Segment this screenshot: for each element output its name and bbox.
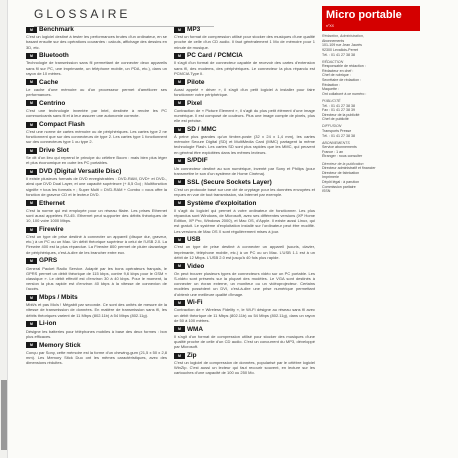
magazine-logo: Micro portable: [322, 6, 420, 24]
glossary-definition: C'est un logiciel de compression de données, popularisé par le célèbre logiciel WinZip. C'est aussi un lecteur qui faut recourir souvent, en lecture sur les cartouches d'une capacité de 100 ou 250 Mo.: [174, 360, 315, 376]
glossary-entry: [174, 352, 315, 376]
glossary-definition: Il s'agit d'un format de compression utilisé pour stocker des musiques d'une qualité proche de celle d'un CD audio. C'est un concurrent du MP3, développé par Microsoft.: [174, 333, 315, 350]
imprint-line: Chef de publicité: [322, 117, 349, 122]
glossary-term-label: Système d'exploitation: [187, 199, 257, 207]
glossary-term: [174, 79, 315, 87]
glossary-term-label: Benchmark: [39, 26, 74, 33]
term-marker-icon: M: [174, 27, 185, 33]
page-edge-strip: [0, 0, 8, 458]
glossary-entry: [26, 79, 167, 98]
glossary-entry: [174, 299, 315, 323]
term-marker-icon: M: [26, 295, 37, 301]
term-marker-icon: M: [174, 326, 185, 332]
imprint-line: Commission paritaire: [322, 184, 356, 189]
term-marker-icon: M: [174, 353, 185, 359]
glossary-term: [174, 100, 315, 108]
imprint-line: 101-109 rue Jean Jaurès: [322, 43, 362, 48]
term-marker-icon: M: [174, 237, 185, 243]
glossary-term-label: Ethernet: [39, 199, 65, 207]
glossary-term: [26, 257, 167, 265]
term-marker-icon: M: [174, 100, 185, 106]
glossary-definition: Le cache d'une mémoire ou d'un processeur permet d'améliorer ses performances.: [26, 86, 167, 97]
glossary-entry: [26, 320, 167, 339]
term-marker-icon: M: [26, 53, 37, 59]
glossary-term: [26, 294, 167, 302]
glossary-term-label: Drive Slot: [39, 147, 69, 155]
term-marker-icon: M: [26, 169, 37, 175]
imprint-line: Tél. : 01 41 27 38 38: [322, 133, 355, 138]
imprint-line: Imprimerie: [322, 175, 339, 180]
glossary-term-label: Compact Flash: [39, 120, 85, 128]
glossary-term-label: Cache: [39, 78, 59, 86]
glossary-term: [26, 79, 167, 87]
glossary-entry: [26, 257, 167, 291]
glossary-definition: Il s'agit d'un format de connecteur capable de recevoir des cartes d'extension sans fil, des modems, des périphériques. Le connecteur la plus répandu est PCMCIA Type II.: [174, 60, 315, 76]
glossary-term-label: DVD (Digital Versatile Disc): [39, 168, 122, 176]
imprint-line: Tél. : 01 41 27 38 38: [322, 52, 355, 57]
glossary-entry: [26, 52, 167, 76]
glossary-term-label: Mbps / Mbits: [39, 294, 78, 302]
term-marker-icon: M: [26, 227, 37, 233]
glossary-term: [26, 100, 167, 108]
glossary-definition: C'est un logiciel destiné à tester les performances brutes d'un ordinateur, en se basant ensuite sur des opérations courantes : calculs, affichage des dessins en 3D, etc.: [26, 34, 167, 50]
glossary-term-label: Pixel: [187, 99, 202, 107]
glossary-term-label: S/PDIF: [187, 157, 208, 165]
glossary-term-label: GPRS: [39, 257, 58, 265]
glossary-definition: Contraction de « Wireless Fidelity », le Wi-Fi désigne au réseau sans fil avec un débit théorique de 11 Mbps (802.11b) ou 54 Mbps (802.11g), dans un rayon de 50 à 100 mètres.: [174, 307, 315, 323]
glossary-entry: [174, 179, 315, 198]
glossary-term-label: MP3: [187, 26, 201, 33]
imprint-line: Chef de rubrique :: [322, 73, 351, 78]
glossary-term-label: Bluetooth: [39, 52, 69, 60]
glossary-definition: C'est un type de prise destiné à connecter un appareil (souris, clavier, imprimante, téléphone mobile, etc.) à un PC ou un Mac. L'USB 1.1 est à un débit de 12 Mbps. L'USB 2.0 est jusqu'à 40 fois plus rapide.: [174, 244, 315, 260]
glossary-definition: On peut trouver plusieurs types de connecteurs vidéo sur un PC portable. Les S-vidéo sont présents sur la plupart des modèles. Le VGA sont destinés à connecter un écran externe, un moniteur ou un vidéoprojecteur. Certains modèles possèdent un DVI, c'est-à-dire une prise numérique permettant d'obtenir une meilleure qualité d'image.: [174, 270, 315, 297]
imprint-line: Directeur de fabrication: [322, 170, 360, 175]
imprint-column: [322, 6, 450, 196]
glossary-definition: Désigne les batteries pour téléphones mobiles à base des deux formes : bon plus efficaces.: [26, 328, 167, 339]
glossary-term-label: Pilote: [187, 78, 205, 86]
glossary-entry: [174, 236, 315, 260]
imprint-line: Rédacteur en chef :: [322, 68, 354, 73]
glossary-definition: Conçu par Sony, cette mémoire est la forme d'un chewing-gum (21,5 x 50 x 2,8 mm). Les Memory Stick Duo ont les mêmes caractéristiques, avec des dimensions réduites.: [26, 349, 167, 366]
glossary-definition: Se dit d'un lieu qui reprend le principe du célèbre Boom : mais bien plus léger et plus économique en outre les PC portables.: [26, 155, 167, 166]
imprint-heading: DIFFUSION: [322, 124, 342, 129]
glossary-term: [174, 126, 315, 134]
glossary-term: [174, 263, 315, 271]
term-marker-icon: M: [174, 127, 185, 133]
term-marker-icon: M: [26, 321, 37, 327]
term-marker-icon: M: [26, 258, 37, 264]
term-marker-icon: M: [174, 200, 185, 206]
glossary-term: [26, 52, 167, 60]
glossary-term-label: USB: [187, 236, 201, 244]
term-marker-icon: M: [174, 263, 185, 269]
glossary-entry: [174, 326, 315, 350]
glossary-entry: [174, 52, 315, 76]
glossary-term-label: Wi-Fi: [187, 299, 203, 307]
term-marker-icon: M: [26, 100, 37, 106]
imprint-heading: PUBLICITÉ: [322, 98, 341, 103]
imprint-heading: Rédaction, Administration,: [322, 34, 364, 39]
section-title: GLOSSAIRE: [34, 7, 131, 21]
vertical-folio: [1, 380, 7, 450]
issue-number: n°XX: [322, 24, 420, 31]
glossary-term: [26, 342, 167, 350]
glossary-definition: Mbit/s et pas Mo/s ! Mégabit par seconde. Ce sont des unités de mesure de la vitesse de transmission de données. En matière de transmission sans fil, les débits théoriques varient de 11 Mbps (802.11b) à 54 Mbps (802.11g).: [26, 302, 167, 318]
glossary-entry: [26, 147, 167, 166]
term-marker-icon: M: [174, 179, 185, 185]
imprint-heading: RÉDACTION: [322, 59, 344, 64]
imprint-line: ISSN: [322, 189, 331, 194]
glossary-definition: C'est la norme qui est employée pour un réseau filaire. Les prises Ethernet sont aussi appelées RJ-45. Ethernet peut supporter des débits théoriques de 10, 100 voire 1000 Mbps.: [26, 207, 167, 224]
term-marker-icon: M: [26, 342, 37, 348]
imprint-line: France : 1 an: [322, 149, 344, 154]
glossary-term: [174, 236, 315, 244]
imprint-heading: ABONNEMENTS: [322, 140, 350, 145]
term-marker-icon: M: [26, 27, 37, 33]
imprint-section: [322, 124, 450, 138]
glossary-entry: [174, 200, 315, 234]
glossary-term-label: Zip: [187, 351, 197, 359]
glossary-term: [174, 200, 315, 208]
glossary-entry: [174, 100, 315, 124]
glossary-term: [174, 299, 315, 307]
imprint-line: Directeur de la publicité: [322, 112, 360, 117]
imprint-line: Directeur administratif et financier: [322, 166, 376, 171]
glossary-definition: C'est un format de compression utilisé pour stocker des musiques d'une qualité proche de celle d'un CD audio. Il faut généralement 1 Mo de mémoire pour 1 minute de musique.: [174, 34, 315, 50]
glossary-column-2: [174, 26, 315, 378]
imprint-line: Fax : 01 41 27 38 39: [322, 108, 355, 113]
glossary-entry: [26, 226, 167, 255]
term-marker-icon: M: [174, 158, 185, 164]
glossary-term: [26, 147, 167, 155]
glossary-term-label: Memory Stick: [39, 341, 81, 349]
glossary-term-label: SD / MMC: [187, 125, 217, 133]
glossary-term: [174, 26, 315, 34]
glossary-column-1: [26, 26, 167, 368]
section-header: [34, 7, 214, 27]
glossary-entry: [174, 126, 315, 155]
glossary-entry: [26, 121, 167, 145]
imprint-line: Étranger : nous consulter: [322, 154, 363, 159]
imprint-section: [322, 162, 450, 194]
term-marker-icon: M: [26, 122, 37, 128]
glossary-definition: Il existe plusieurs formats de DVD enregistrables : DVD-RAM, DVD+ et DVD-, ainsi que DVD Dual Layer, et une capacité supérieure (+ 8,5 Go) ; Multifonction signifie « tous les formats » ; Super Multi = DVD-RAM + Combo = vous offre la fonction de graveur CD et le lecteur DVD.: [26, 176, 167, 197]
glossary-entry: [26, 294, 167, 318]
glossary-term-label: Li-ion: [39, 320, 57, 328]
glossary-term: [174, 179, 315, 187]
glossary-entry: [174, 79, 315, 98]
glossary-term-label: Firewire: [39, 225, 64, 233]
imprint-line: Ont collaboré à ce numéro :: [322, 91, 367, 96]
glossary-entry: [26, 100, 167, 119]
term-marker-icon: M: [174, 300, 185, 306]
imprint-block: [322, 34, 450, 194]
glossary-entry: [26, 342, 167, 366]
imprint-section: [322, 99, 450, 122]
imprint-line: Secrétaire de rédaction :: [322, 78, 362, 83]
glossary-term: [26, 26, 167, 34]
glossary-term-label: Centrino: [39, 99, 66, 107]
glossary-term: [26, 320, 167, 328]
glossary-term-label: Video: [187, 262, 205, 270]
imprint-line: Maquette :: [322, 87, 339, 92]
term-marker-icon: M: [26, 148, 37, 154]
imprint-line: Rédaction :: [322, 82, 341, 87]
glossary-term-label: PC Card / PCMCIA: [187, 52, 243, 60]
term-marker-icon: M: [26, 200, 37, 206]
imprint-section: [322, 141, 450, 159]
glossary-term: [26, 226, 167, 234]
glossary-definition: C'est un protocole basé sur une clé de cryptage pour les données envoyées et reçues en vue de tout transmission, via Internet par exemple.: [174, 186, 315, 197]
glossary-definition: C'est un type de prise destiné à connecter un appareil (disque dur, graveur, etc.) à un PC ou un Mac. Un débit théorique supérieur à celui de l'USB 2.0. La Firewire 400 est la plus répandue. La Firewire 800 permet de pluier davantage de périphériques, c'est-à-dire de les brancher entre eux.: [26, 234, 167, 255]
glossary-definition: C'est une norme de cartes mémoire ou de périphériques. Les cartes type 2 ne fonctionnent que sur des connecteurs de type 2. Les cartes type 1 fonctionnent sur des connecteurs type 1 ou type 2.: [26, 128, 167, 145]
glossary-entry: [174, 26, 315, 50]
imprint-line: Transports Presse: [322, 128, 352, 133]
glossary-definition: Un connecteur destiné au son numérique, inventé par Sony et Philips (pour transmettre le son d'un système de Home Cinéma).: [174, 165, 315, 176]
glossary-term: [174, 326, 315, 334]
glossary-term: [26, 121, 167, 129]
imprint-line: 92300 Levallois-Perret: [322, 47, 358, 52]
imprint-line: Dépôt légal : à parution: [322, 179, 360, 184]
imprint-line: Abonnements: [322, 38, 345, 43]
imprint-section: [322, 34, 450, 57]
imprint-heading: Directeur de la publication: [322, 161, 364, 166]
glossary-definition: Technologie de transmission sans fil permettant de connecter deux appareils sans fil sur PC, une imprimante, un téléphone mobile, un PDA, etc.), dans un rayon de 10 mètres.: [26, 60, 167, 76]
glossary-definition: Il s'agit du logiciel qui permet à votre ordinateur de fonctionner. Les plus répandus sont Windows, de Microsoft, avec ses différentes versions (XP Home Edition, XP Pro, Windows 2000), et Mac OS, d'Apple. Il existe aussi Linux, qui est gratuit. Le système d'exploitation installé sur l'ordinateur peut être modifié. Les versions de Mac OS X sont régulièrement mises à jour.: [174, 207, 315, 234]
glossary-term-label: SSL (Secure Sockets Layer): [187, 178, 272, 186]
glossary-definition: General Packet Radio Service. Adapté par les bons opérateurs français, le GPRS permet un débit théorique de 115 kbps, contre 9,6 kbps pour le GSM « classique ». Le débit effectif est d'environ 30 à 40 kbps. Pour le moment, la version la plus rapide est d'environ 40 kbps à la vitesse de connexion de l'accès.: [26, 265, 167, 292]
glossary-definition: Aussi appelé « driver », il s'agit d'un petit logiciel à installer pour faire fonctionner votre périphérique.: [174, 86, 315, 97]
glossary-entry: [26, 168, 167, 197]
imprint-section: [322, 60, 450, 97]
term-marker-icon: M: [174, 79, 185, 85]
glossary-entry: [26, 26, 167, 50]
glossary-definition: C'est une technologie inventée par Intel, destinée à rendre les PC communicants sans fil et à leur assurer une autonomie correcte.: [26, 107, 167, 118]
glossary-definition: Contraction de « Picture Element », il s'agit du plus petit élément d'une image numérique. Il est composé de couleurs. Plus une image compte de pixels, plus elle est précise.: [174, 107, 315, 124]
term-marker-icon: M: [26, 79, 37, 85]
imprint-line: Service abonnements: [322, 145, 357, 150]
imprint-line: Tél. : 01 41 27 38 38: [322, 103, 355, 108]
glossary-entry: [174, 157, 315, 176]
glossary-term: [174, 52, 315, 60]
glossary-term: [174, 157, 315, 165]
term-marker-icon: M: [174, 53, 185, 59]
glossary-term-label: WMA: [187, 325, 203, 333]
glossary-term: [174, 352, 315, 360]
glossary-entry: [174, 263, 315, 297]
glossary-term: [26, 200, 167, 208]
glossary-entry: [26, 200, 167, 224]
glossary-definition: À peine plus grandes qu'un timbre-poste (32 x 24 x 1,4 mm), les cartes mémoire Secure Digital (SD) et MultiMedia Card (MMC) partagent la même technologie Flash. Les cartes SD sont plus rapides que les MMC, qui peuvent en général être exploitées dans les mêmes lecteurs.: [174, 134, 315, 155]
glossary-term: [26, 168, 167, 176]
imprint-line: Responsable de rédaction :: [322, 64, 366, 69]
